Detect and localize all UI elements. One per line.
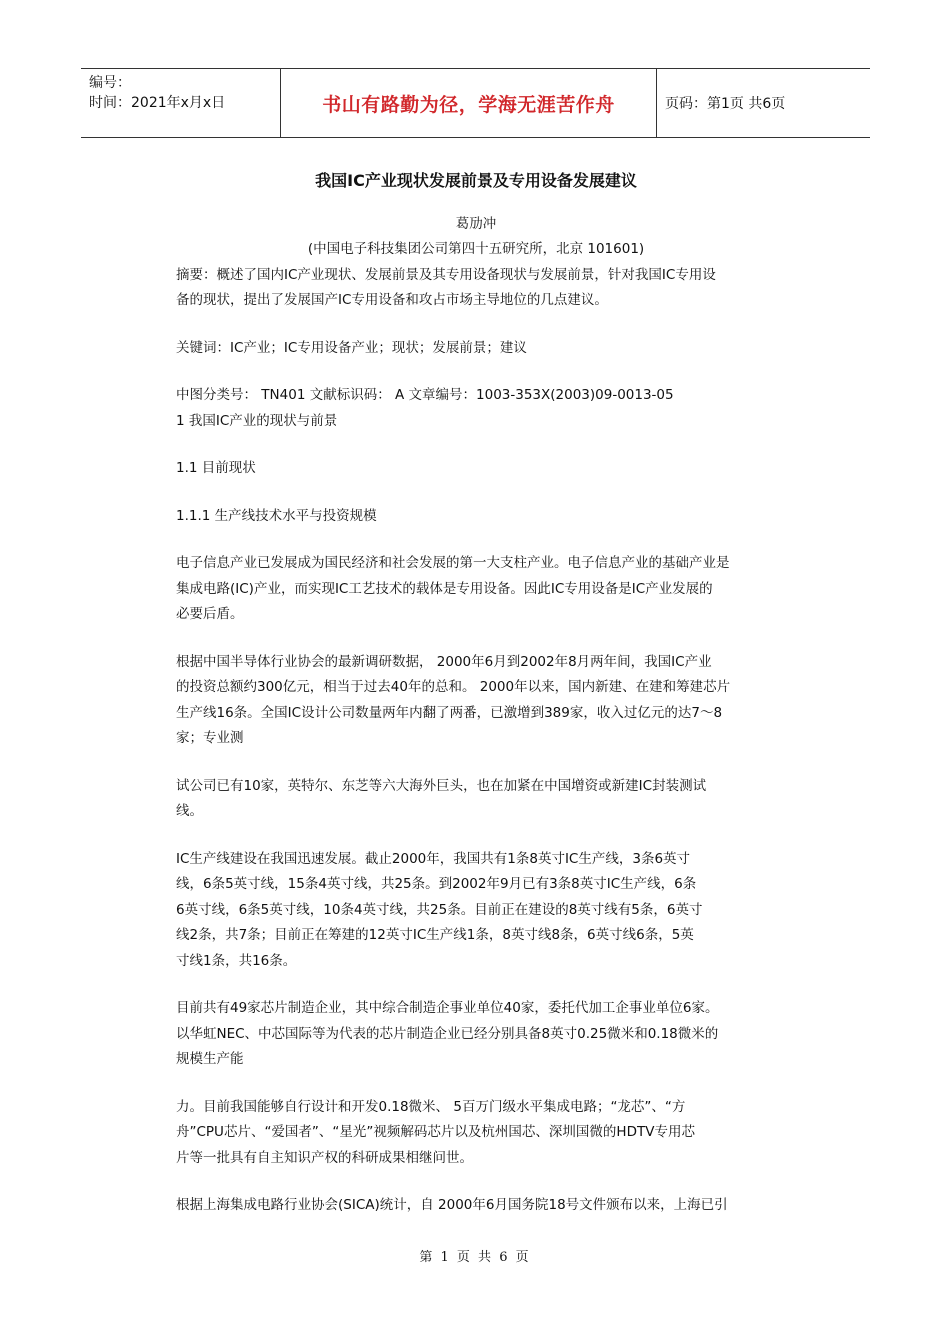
page-footer: 第 1 页 共 6 页 bbox=[419, 1250, 531, 1265]
section-heading-1-1-1: 1.1.1 生产线技术水平与投资规模 bbox=[176, 507, 377, 524]
paragraph-line: 以华虹NEC、中芯国际等为代表的芯片制造企业已经分别具备8英寸0.25微米和0.18微米的 bbox=[176, 1025, 719, 1042]
section-heading-1-1: 1.1 目前现状 bbox=[176, 460, 256, 476]
code-label: 编号： bbox=[89, 75, 131, 91]
paragraph-line: 线。 bbox=[176, 803, 203, 819]
paragraph-line: IC生产线建设在我国迅速发展。截止2000年，我国共有1条8英寸IC生产线，3条6英寸 bbox=[176, 850, 691, 867]
paragraph-line: 舟”CPU芯片、“爱国者”、“星光”视频解码芯片以及杭州国芯、深圳国微的HDTV专用芯 bbox=[176, 1124, 695, 1140]
paragraph-line: 力。目前我国能够自行设计和开发0.18微米、 5百万门级水平集成电路；“龙芯”、“方 bbox=[176, 1098, 686, 1115]
paragraph-line: 线2条，共7条；目前正在筹建的12英寸IC生产线1条，8英寸线8条，6英寸线6条，5英 bbox=[176, 927, 694, 943]
abstract-line: 备的现状，提出了发展国产IC专用设备和攻占市场主导地位的几点建议。 bbox=[176, 292, 608, 308]
header-motto: 书山有路勤为径，学海无涯苦作舟 bbox=[281, 69, 657, 137]
paragraph-line: 根据中国半导体行业协会的最新调研数据， 2000年6月到2002年8月两年间，我国IC产业 bbox=[176, 653, 712, 670]
header-page-info: 页码：第1页 共6页 bbox=[665, 96, 786, 112]
time-label: 时间：2021年x月x日 bbox=[89, 95, 226, 111]
paragraph-line: 目前共有49家芯片制造企业，其中综合制造企事业单位40家，委托代加工企事业单位6家。 bbox=[176, 1000, 719, 1016]
paragraph-line: 必要后盾。 bbox=[176, 606, 244, 622]
paragraph-line: 根据上海集成电路行业协会(SICA)统计，自 2000年6月国务院18号文件颁布以来，上海已引 bbox=[176, 1197, 728, 1213]
section-heading-1: 1 我国IC产业的现状与前景 bbox=[176, 412, 338, 429]
paragraph-3 bbox=[176, 774, 776, 825]
abstract-line: 摘要：概述了国内IC产业现状、发展前景及其专用设备现状与发展前景，针对我国IC专用设 bbox=[176, 266, 716, 283]
keywords: 关键词：IC产业；IC专用设备产业；现状；发展前景；建议 bbox=[176, 339, 527, 356]
paragraph-line: 6英寸线，6条5英寸线，10条4英寸线，共25条。目前正在建设的8英寸线有5条，6英寸 bbox=[176, 901, 703, 918]
paragraph-line: 寸线1条，共16条。 bbox=[176, 952, 297, 969]
paragraph-6 bbox=[176, 1095, 776, 1172]
paragraph-line: 试公司已有10家，英特尔、东芝等六大海外巨头，也在加紧在中国增资或新建IC封装测试 bbox=[176, 777, 707, 794]
paragraph-7 bbox=[176, 1193, 776, 1219]
abstract bbox=[176, 263, 776, 314]
article-title: 我国IC产业现状发展前景及专用设备发展建议 bbox=[315, 171, 637, 190]
paragraph-line: 线，6条5英寸线，15条4英寸线，共25条。到2002年9月已有3条8英寸IC生产线，6条 bbox=[176, 876, 697, 892]
paragraph-line: 集成电路(IC)产业，而实现IC工艺技术的载体是专用设备。因此IC专用设备是IC产业发展的 bbox=[176, 580, 713, 597]
header-meta bbox=[81, 69, 281, 137]
classification: 中图分类号： TN401 文献标识码： A 文章编号：1003-353X(2003)09-0013-05 bbox=[176, 387, 674, 403]
article-author: 葛劢冲 bbox=[455, 215, 497, 232]
paragraph-line: 生产线16条。全国IC设计公司数量两年内翻了两番，已激增到389家，收入过亿元的达7～8 bbox=[176, 704, 723, 721]
paragraph-line: 规模生产能 bbox=[176, 1051, 244, 1067]
paragraph-line: 的投资总额约300亿元，相当于过去40年的总和。 2000年以来，国内新建、在建和筹建芯片 bbox=[176, 679, 731, 695]
paragraph-line: 家；专业测 bbox=[176, 730, 244, 746]
paragraph-1 bbox=[176, 551, 776, 628]
paragraph-2 bbox=[176, 650, 776, 752]
paragraph-4 bbox=[176, 847, 776, 975]
article-affiliation: (中国电子科技集团公司第四十五研究所，北京 101601) bbox=[307, 241, 645, 257]
paragraph-line: 电子信息产业已发展成为国民经济和社会发展的第一大支柱产业。电子信息产业的基础产业是 bbox=[176, 555, 730, 571]
document-header bbox=[81, 68, 870, 138]
article-body bbox=[176, 168, 776, 1219]
paragraph-line: 片等一批具有自主知识产权的科研成果相继问世。 bbox=[176, 1149, 473, 1166]
paragraph-5 bbox=[176, 996, 776, 1073]
